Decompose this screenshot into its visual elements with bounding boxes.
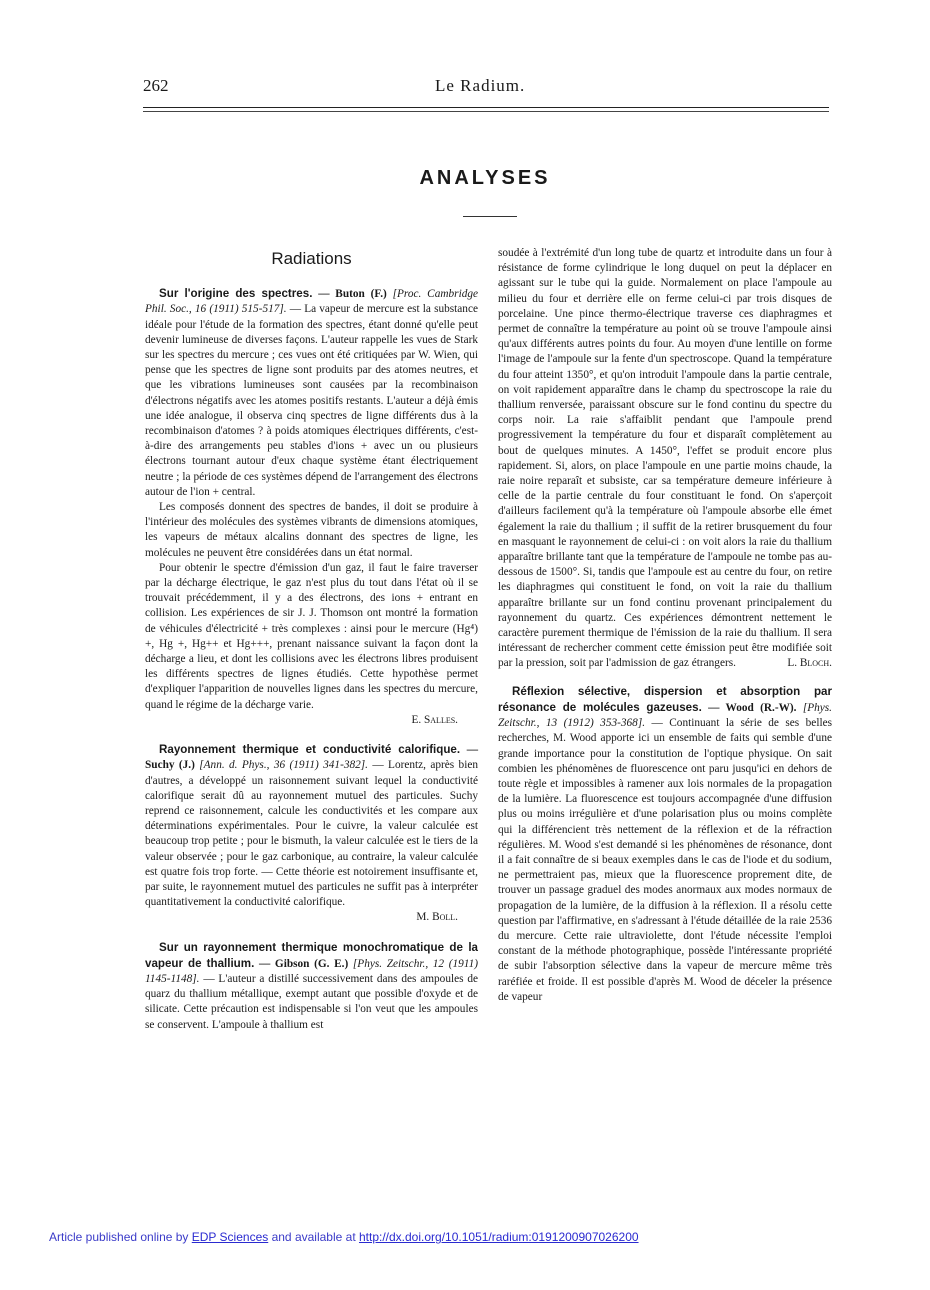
footer-prefix: Article published online by — [49, 1230, 192, 1244]
article-paragraph: Pour obtenir le spectre d'émission d'un gaz, il faut le faire traverser par la décharge électrique, le gaz n'est plus du tout dans l'état où il se trouvait précédemment, il y a des électrons, des ions + entrant en collision. Les expériences de sir J. J. Thomson ont montré la formation de véhicules d'électricité + très complexes : ainsi pour le mercure (Hg⁴) +, Hg +, Hg++ et Hg+++, prenant naissance suivant la façon dont la décharge a lieu, et dont les collisions avec les électrons libres produisent les différents spectres de lignes étudiés. Cette hypothèse permet d'expliquer l'apparition de nouvelles lignes dans les spectres du mercure, quand le régime de la décharge varie. — [145, 561, 478, 711]
footer — [49, 1230, 639, 1244]
article-reflexion-selective — [498, 684, 832, 1005]
article-title: Sur l'origine des spectres. — [159, 287, 313, 301]
article-text: — La vapeur de mercure est la substance idéale pour l'étude de la formation des spectres, étant donné qu'elle peut devenir lumineuse de diverses façons. L'auteur rappelle les vues de Stark sur les spectres du mercure ; ces vues ont été critiquées par W. Wien, qui pense que les spectres de ligne sont produits par des atomes neutres, et que les vibrations lumineuses sont causées par la recombinaison d'électrons négatifs avec les atomes positifs restants. L'auteur a déjà émis une idée analogue, il observa cinq spectres de ligne différents dus à la recombinaison d'atomes ? à poids atomiques électriques différents, c'est-à-dire des arrangements peu stables d'ions + avec un ou plusieurs électrons tournant autour d'eux chaque système étant électriquement neutre ; la période de ces systèmes dépend de l'arrangement des électrons autour de l'ion + central. — [145, 303, 478, 498]
page-number: 262 — [143, 76, 169, 95]
section-rule — [463, 216, 517, 217]
article-citation: [Proc. Cambridge Phil. Soc., 16 (1911) 515-517]. — [145, 288, 479, 316]
doi-link[interactable]: http://dx.doi.org/10.1051/radium:0191200907026200 — [358, 1230, 639, 1244]
article-text: — L'auteur a distillé successivement dans des ampoules de quarz du thallium métallique, exempt autant que possible d'oxyde et de silicate. Cette précaution est indispensable si l'on veut que les ampoules se conservent. L'ampoule à thallium est — [145, 972, 478, 1031]
right-column — [498, 246, 832, 1005]
article-thallium-part2 — [498, 246, 832, 672]
header-rule — [143, 107, 829, 108]
article-text: — Continuant la série de ses belles recherches, M. Wood apporte ici un ensemble de faits qui semble d'une grande importance pour la constitution de l'optique physique. On sait combien les phénomènes de fluorescence ont paru jusqu'ici en dehors de toute règle et impossibles à ramener aux lois normales de la propagation de la lumière. La fluorescence est toujours accompagnée d'une diffusion plus ou moins irrégulière et d'une polarisation plus ou moins complète qui la différencient très nettement de la réflexion et de la réfraction régulières. M. Wood s'est demandé si les phénomènes de résonance, dont il a fait connaître de si beaux exemples dans le cas de l'iode et du sodium, ne permettraient pas, mieux que la fluorescence proprement dite, de trouver un passage graduel des modes anormaux aux modes normaux de propagation de la lumière, de la diffusion à la réflexion. Il a résolu cette question par l'affirmative, en s'adressant à l'étude détaillée de la raie 2536 du mercure. Cette raie ultraviolette, dont l'étude nécessite l'emploi constant de la méthode photographique, possède l'intéressante propriété de subir l'absorption sélective dans la vapeur de mercure même très raréfiée et froide. Il est possible d'après M. Wood de déceler la présence de vapeur — [498, 717, 833, 1003]
running-head — [143, 76, 833, 100]
journal-title: Le Radium. — [435, 76, 526, 95]
publisher-link[interactable]: EDP Sciences — [191, 1230, 269, 1244]
article-author: — Wood (R.-W). — [708, 701, 797, 714]
article-author: — Buton (F.) — [318, 288, 387, 301]
section-title: ANALYSES — [419, 167, 551, 189]
footer-middle: and available at — [268, 1230, 359, 1244]
article-citation: [Phys. Zeitschr., 12 (1911) 1145-1148]. — [145, 957, 479, 985]
article-signature: L. Bloch. — [787, 657, 832, 670]
article-text: — Lorentz, après bien d'autres, a développé un raisonnement suivant lequel la conductivité calorifique serait dû au rayonnement mutuel des particules. Suchy reprend ce raisonnement, calcule les conductivités et les compare aux déterminations expérimentales. Pour le cuivre, la valeur calculée est beaucoup trop petite ; pour le bismuth, la valeur calculée est le tiers de la valeur observée ; pour le gaz carbonique, au contraire, la valeur calculée est quatre fois trop forte. — Cette théorie est notoirement insuffisante et, par suite, le rayonnement mutuel des particules ne suffit pas à interpréter quantitativement la conductivité calorifique. — [145, 759, 479, 909]
article-rayonnement-thermique — [145, 742, 478, 910]
article-author: — Suchy (J.) — [145, 744, 478, 772]
left-column — [145, 248, 478, 1033]
article-citation: [Phys. Zeitschr., 13 (1912) 353-368]. — [498, 701, 833, 730]
header-rule-thin — [143, 111, 829, 112]
article-thallium-part1 — [145, 940, 478, 1033]
subsection-heading: Radiations — [271, 249, 352, 268]
article-citation: [Ann. d. Phys., 36 (1911) 341-382]. — [199, 759, 369, 772]
article-paragraph: Les composés donnent des spectres de bandes, il doit se produire à l'intérieur des molécules des systèmes vibrants de dimensions atomiques, les vapeurs de métaux alcalins donnant des spectres de ligne, les molécules ne peuvent être considérées dans un état normal. — [145, 501, 478, 559]
spacer — [498, 672, 832, 684]
article-text: soudée à l'extrémité d'un long tube de quartz et introduite dans un four à résistance de forme cylindrique le long duquel on peut la déplacer en agissant sur le tube qui la guide. Normalement on place l'ampoule au milieu du four et derrière elle on ferme celui-ci par trois disques de porcelaine. Une pince thermo-électrique traverse ces diaphragmes et permet de connaître la température au point où se trouve l'ampoule ainsi qu'aux différents autres points du four. Au moyen d'une lentille on forme l'image de l'ampoule sur la fente d'un spectroscope. Quand la température du four atteint 1350°, et qu'on introduit l'ampoule dans la partie centrale, on voit rapidement apparaître dans le champ du spectroscope la raie du thallium renversée, paraissant obscure sur le fond continu du spectre du corps noir. La raie s'affaiblit pendant que l'ampoule prend progressivement la température du four et disparaît complètement au bout de quelques minutes. A 1450°, l'effet se produit encore plus rapidement. Si, alors, on place l'ampoule en une partie moins chaude, la raie noire reparaît et subsiste, car sa température demeure inférieure à celle de la partie centrale du four constituant le fond. On s'aperçoit d'ailleurs facilement qu'à la température où l'ampoule absorbe elle émet également la raie du thallium ; il suffit de la retirer brusquement du four en masquant le rayonnement de celui-ci : on voit alors la raie du thallium apparaître brillante tant que la température de l'ampoule ne tombe pas au-dessous de 1500°. Si, tandis que l'ampoule est au centre du four, on retire les diaphragmes qui constituent le fond, on voit la raie du thallium apparaître brillante sur un fond continu provenant principalement du rayonnement du quartz. Ces expériences démontrent nettement le caractère purement thermique de l'émission de la raie du thallium. Il sera intéressant de rechercher comment cette émission peut être modifiée soit par la pression, soit par l'admission de gaz étrangers. — [498, 247, 832, 670]
article-title: Sur un rayonnement thermique monochromatique de la vapeur de thallium. — [145, 940, 478, 970]
article-title: Réflexion sélective, dispersion et absorption par résonance de molécules gazeuses. — [498, 684, 832, 714]
article-title: Rayonnement thermique et conductivité calorifique. — [159, 743, 461, 757]
article-author: — Gibson (G. E.) — [258, 957, 349, 970]
article-origine-spectres — [145, 286, 478, 500]
article-signature: E. Salles. — [411, 713, 458, 726]
article-signature: M. Boll. — [416, 911, 458, 924]
